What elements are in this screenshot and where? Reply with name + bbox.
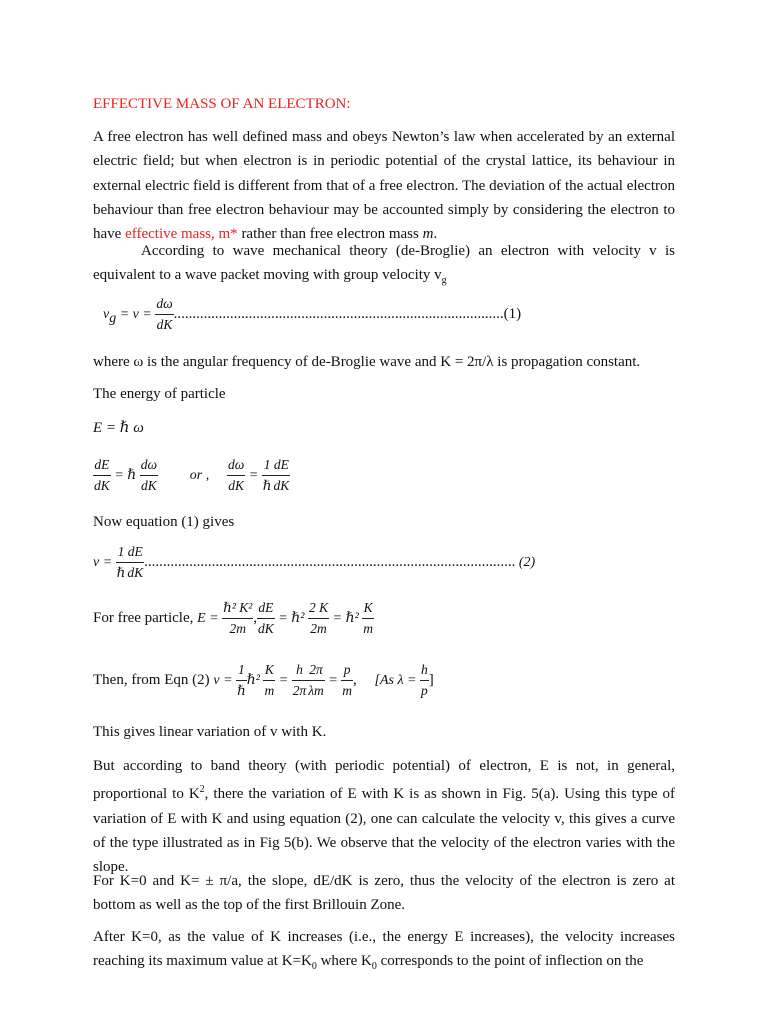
section-heading [93,92,675,116]
equation-label-2: (2) [515,554,536,570]
equation-1: $v_g = v$ = $\frac{d\omega}{dK}$ ........................................................................................(1) [93,292,675,340]
paragraph-omega: where ω is the angular frequency of de-Broglie wave and K = 2π/λ is propagation constant. [93,354,641,370]
fraction-domega-dk: $\frac{d\omega}{dK}$ [156,296,173,332]
paragraph-intro: A free electron has well defined mass and obeys Newton’s law when accelerated by an external electric field; but when electron is in periodic potential of the crystal lattice, its behaviour in external electric field is different from that of a free electron. The deviation of the actual electron behaviour than free electron behaviour may be accounted simply by considering the electron to have effective mass, m* rather than free electron mass m. [93,129,675,243]
equation-free-particle: For free particle, E = $\frac{\text{ℏ² K²}}{2m}$ , $\frac{dE}{dK}$ = ℏ² $\frac{2 K}{2m}$ = ℏ² $\frac{K}{m}$ [93,600,374,636]
equation-label-1: (1) [503,305,522,322]
equation-derivative: $\frac{dE}{dK}$ = ℏ $\frac{d\omega}{dK}$ or , $\frac{d\omega}{dK}$ = $\frac{1}{\text{ℏ}}$ $\frac{dE}{dK}$ [94,457,290,493]
effective-mass-highlight: effective mass, m* [125,226,238,243]
paragraph-slope-zero: For K=0 and K= ± π/a, the slope, dE/dK is zero, thus the velocity of the electron is zero at bottom as well as the top of the first Brillouin Zone. [93,873,675,914]
paragraph-velocity-increase: After K=0, as the value of K increases (i.e., the energy E increases), the velocity increases reaching its maximum value at $K=K_0$ where $K_0$ corresponds to the point of inflection on the [93,929,675,973]
paragraph-linear-variation: This gives linear variation of v with K. [93,724,327,740]
equation-then: Then, from Eqn (2) v = $\frac{1}{\text{ℏ}}$ ℏ² $\frac{K}{m}$ = $\frac{h}{2\pi}$ $\frac{2\pi}{\lambda m}$ = $\frac{p}{m}$ , [As λ = $\frac{h}{p}$ ] [93,662,434,698]
heading-text: EFFECTIVE MASS OF AN ELECTRON: [93,96,351,112]
paragraph-band-theory: But according to band theory (with periodic potential) of electron, E is not, in general, proportional to $K^2$, there the variation of E with K is as shown in Fig. 5(a). Using this type of variation of E with K and using equation (2), one can calculate the velocity v, this gives a curve of the type illustrated as in Fig 5(b). We observe that the velocity of the electron varies with the slope. [93,758,675,876]
equation-energy: E = ℏ ω [93,420,144,436]
paragraph-now-equation: Now equation (1) gives [93,514,235,530]
equation-2: v = $\frac{1}{\text{ℏ}}$ $\frac{dE}{dK}$ ................................................................................................... (2) [93,544,536,580]
paragraph-de-broglie: According to wave mechanical theory (de-Broglie) an electron with velocity v is equivalent to a wave packet moving with group velocity $v_g$ [93,243,675,287]
paragraph-energy-label: The energy of particle [93,386,226,402]
